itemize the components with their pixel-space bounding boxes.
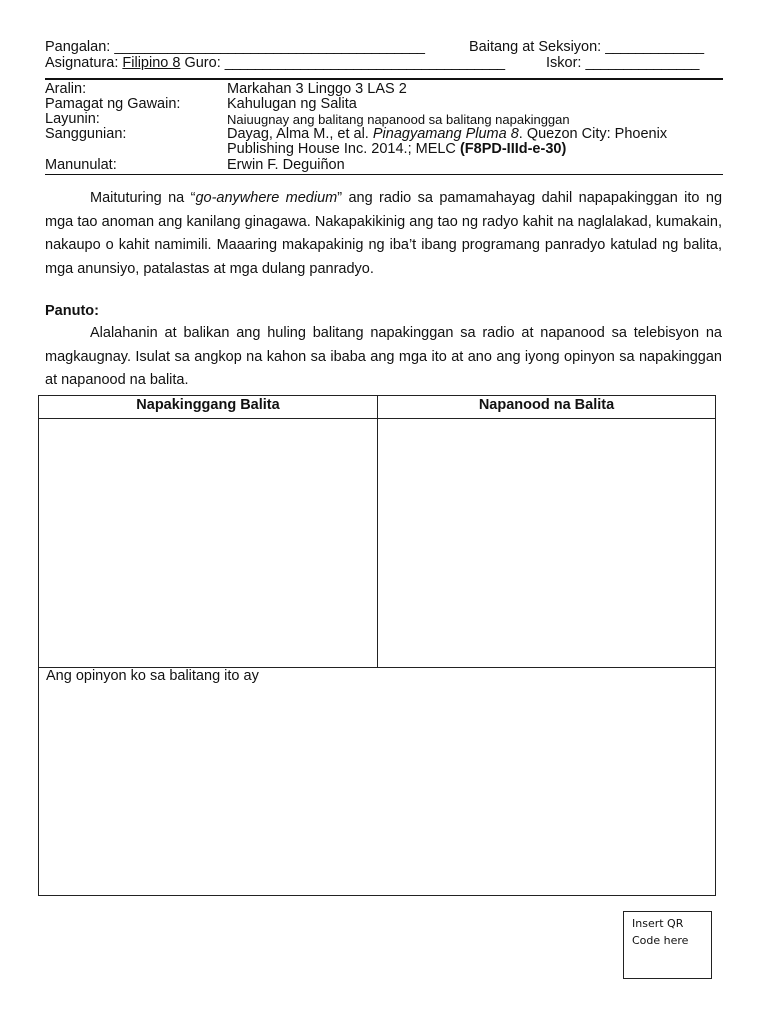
col-napakinggan-header: Napakinggang Balita (39, 396, 378, 419)
manunulat-value: Erwin F. Deguiñon (227, 157, 345, 173)
iskor-label: Iskor: (546, 55, 582, 71)
qr-text: Insert QR Code here (632, 917, 689, 947)
sanggunian-rest2: Publishing House Inc. 2014.; MELC (227, 141, 456, 157)
iskor-field[interactable]: _______________ (585, 55, 699, 71)
intro-italic: go-anywhere medium (195, 190, 338, 206)
subject-line (45, 55, 721, 72)
name-line (45, 39, 721, 56)
pangalan-field[interactable]: _________________________________________ (114, 39, 425, 55)
meta-rule-bottom (45, 174, 723, 175)
layunin-value: Naiuugnay ang balitang napanood sa balitang napakinggan (227, 112, 570, 127)
news-table (38, 395, 716, 668)
opinyon-answer-box[interactable] (38, 667, 716, 896)
baitang-label: Baitang at Seksiyon: (469, 39, 602, 55)
pamagat-value: Kahulugan ng Salita (227, 96, 357, 112)
pangalan-label: Pangalan: (45, 39, 111, 55)
intro-part2: ” ang radio sa pamamahayag dahil napapakinggan ito ng mga tao anoman ang kanilang ginagawa. Nakapakikinig ang tao ng radyo kahit na naglalakad, kumakain, nakaupo o kahit namimili. Maaaring makapakinig ng iba’t ibang programang panradyo katulad ng balita, mga anunsiyo, patalastas at mga dulang panradyo. (45, 190, 723, 277)
sanggunian-label: Sanggunian: (45, 126, 127, 142)
napakinggan-answer-cell[interactable] (39, 419, 378, 668)
napanood-answer-cell[interactable] (378, 419, 716, 668)
aralin-value: Markahan 3 Linggo 3 LAS 2 (227, 81, 407, 97)
col-napanood-header: Napanood na Balita (378, 396, 716, 419)
panuto-text: Alalahanin at balikan ang huling balitang napakinggan sa radio at napanood sa telebisyon na magkaugnay. Isulat sa angkop na kahon sa ibaba ang mga ito at ano ang iyong opinyon sa napakinggan at napanood na balita. (45, 325, 722, 388)
sanggunian-book: Pinagyamang Pluma 8 (372, 126, 519, 142)
asignatura-label: Asignatura: (45, 55, 119, 71)
sanggunian-rest1: . Quezon City: Phoenix (518, 126, 668, 142)
opinyon-label: Ang opinyon ko sa balitang ito ay (46, 668, 259, 684)
asignatura-value: Filipino 8 (122, 55, 181, 71)
intro-paragraph (45, 187, 722, 281)
manunulat-label: Manunulat: (45, 157, 117, 173)
intro-part1: Maituturing na “ (90, 190, 196, 206)
guro-label: Guro: (184, 55, 221, 71)
sanggunian-author: Dayag, Alma M., et al. (227, 126, 369, 142)
sanggunian-value (227, 127, 697, 157)
panuto-paragraph (45, 322, 722, 393)
pamagat-label: Pamagat ng Gawain: (45, 96, 181, 112)
layunin-label: Layunin: (45, 111, 100, 127)
guro-field[interactable]: _____________________________________ (224, 55, 505, 71)
panuto-heading: Panuto: (45, 303, 99, 319)
header-rule-thick (45, 78, 723, 80)
sanggunian-code: (F8PD-IIId-e-30) (459, 141, 567, 157)
qr-code-placeholder (623, 911, 712, 979)
baitang-field[interactable]: _____________ (605, 39, 704, 55)
aralin-label: Aralin: (45, 81, 87, 97)
